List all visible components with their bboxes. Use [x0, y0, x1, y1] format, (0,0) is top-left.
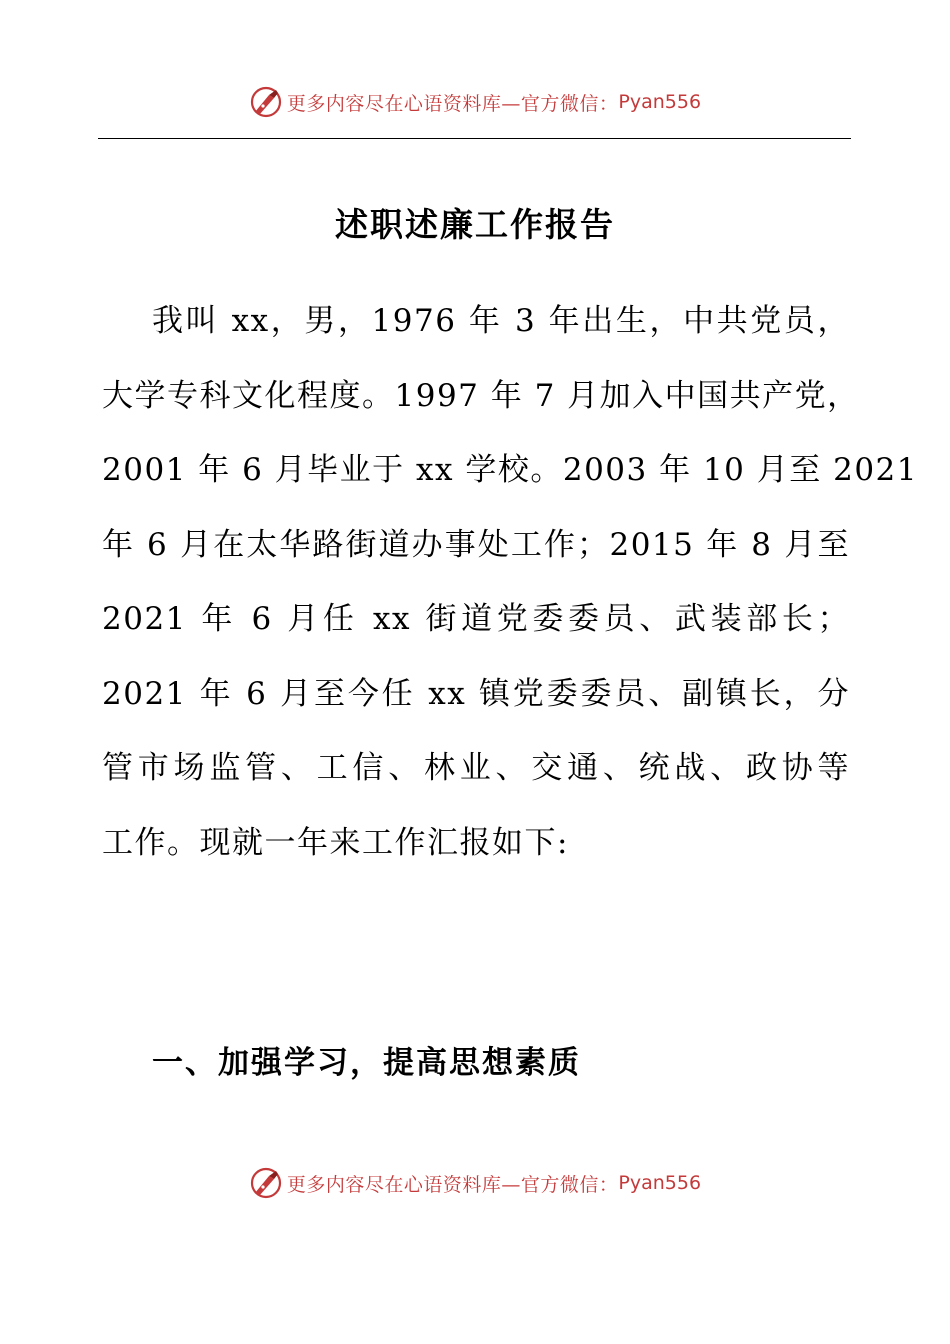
paragraph-line: 管市场监管、工信、林业、交通、统战、政协等 [102, 750, 850, 786]
paragraph-line: 2021 年 6 月至今任 xx 镇党委委员、副镇长，分 [102, 675, 850, 712]
paragraph-line: 2021 年 6 月任 xx 街道党委委员、武装部长； [102, 601, 850, 637]
header-watermark [0, 82, 950, 122]
intro-paragraph [102, 284, 918, 880]
watermark-wechat-id: Pyan556 [618, 91, 702, 113]
pen-nib-icon [249, 1166, 283, 1200]
paragraph-line: 2001 年 6 月毕业于 xx 学校。2003 年 10 月至 2021 [102, 452, 918, 488]
footer-watermark [0, 1163, 950, 1203]
document-title: 述职述廉工作报告 [335, 205, 615, 244]
paragraph-line: 我叫 xx，男，1976 年 3 年出生，中共党员， [152, 303, 850, 339]
paragraph-line: 大学专科文化程度。1997 年 7 月加入中国共产党， [102, 377, 860, 414]
watermark-text: 更多内容尽在心语资料库—官方微信： [286, 92, 619, 115]
section-heading: 一、加强学习，提高思想素质 [152, 1045, 581, 1081]
watermark-wechat-id: Pyan556 [618, 1172, 702, 1194]
header-divider [98, 138, 851, 139]
paragraph-line: 工作。现就一年来工作汇报如下: [102, 824, 569, 861]
paragraph-line: 年 6 月在太华路街道办事处工作；2015 年 8 月至 [102, 526, 850, 563]
watermark-text: 更多内容尽在心语资料库—官方微信： [286, 1173, 619, 1196]
pen-nib-icon [249, 85, 283, 119]
